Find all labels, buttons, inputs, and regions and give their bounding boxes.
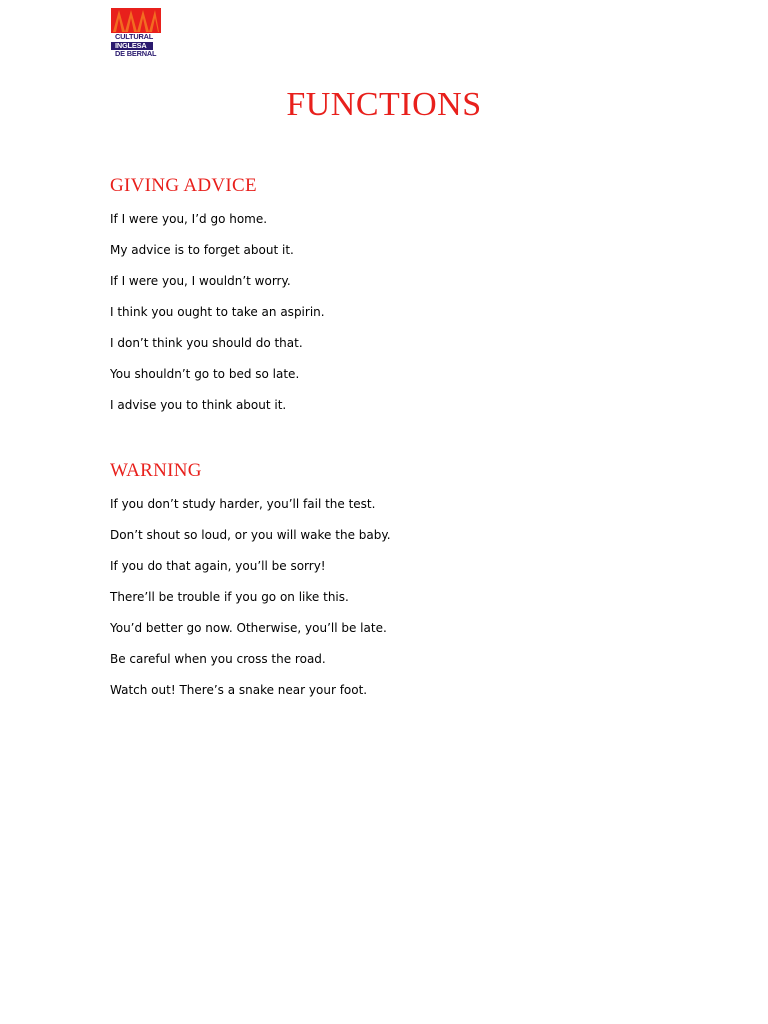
section-giving-advice — [110, 174, 670, 421]
phrase-item: I advise you to think about it. — [110, 398, 287, 412]
phrase-item: I don’t think you should do that. — [110, 336, 303, 350]
phrase-item: You shouldn’t go to bed so late. — [110, 367, 300, 381]
section-heading: WARNING — [110, 460, 202, 481]
phrase-item: My advice is to forget about it. — [110, 243, 294, 257]
logo-text-line1: CULTURAL — [115, 32, 154, 41]
phrase-item: I think you ought to take an aspirin. — [110, 305, 325, 319]
logo-text-line3: DE BERNAL — [115, 49, 157, 59]
phrase-item: You’d better go now. Otherwise, you’ll be late. — [110, 621, 387, 635]
phrase-item: If I were you, I’d go home. — [110, 212, 268, 226]
phrase-item: There’ll be trouble if you go on like this. — [110, 590, 349, 604]
phrase-item: Watch out! There’s a snake near your foot. — [110, 683, 368, 697]
logo-text-line2: INGLESA — [111, 42, 153, 51]
phrase-item: Be careful when you cross the road. — [110, 652, 326, 666]
section-heading: GIVING ADVICE — [110, 175, 257, 196]
phrase-item: If I were you, I wouldn’t worry. — [110, 274, 291, 288]
page-title: FUNCTIONS — [286, 86, 482, 123]
section-warning — [110, 459, 670, 706]
logo-mark-icon — [111, 8, 161, 33]
phrase-item: Don’t shout so loud, or you will wake the baby. — [110, 528, 391, 542]
phrase-item: If you do that again, you’ll be sorry! — [110, 559, 326, 573]
phrase-item: If you don’t study harder, you’ll fail the test. — [110, 497, 376, 511]
cultural-inglesa-logo — [111, 8, 161, 64]
